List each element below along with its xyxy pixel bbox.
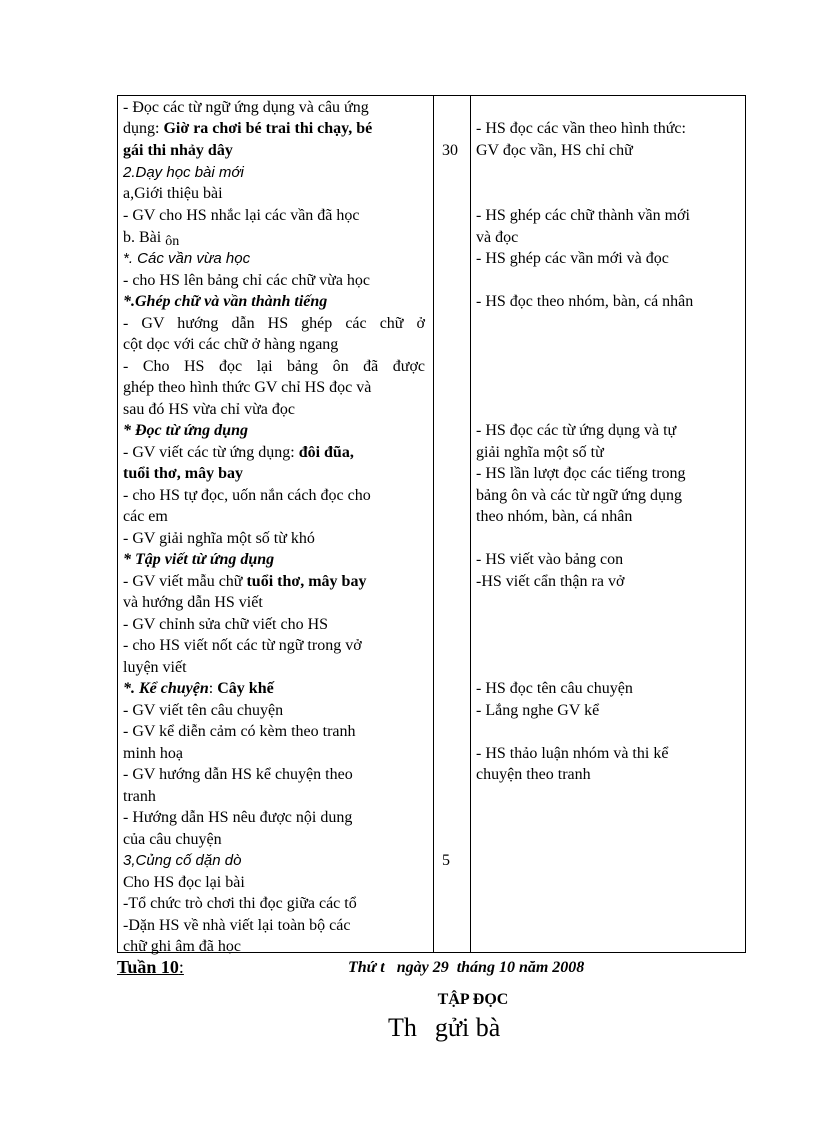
- teacher-line: a,Giới thiệu bài: [123, 185, 223, 202]
- teacher-line: - GV giải nghĩa một số từ khó: [123, 530, 315, 547]
- teacher-line: và hướng dẫn HS viết: [123, 594, 263, 611]
- student-line: giải nghĩa một số từ: [476, 444, 604, 461]
- teacher-line: - cho HS viết nốt các từ ngữ trong vở: [123, 637, 362, 654]
- teacher-line: các em: [123, 508, 168, 525]
- teacher-line: - GV chỉnh sửa chữ viết cho HS: [123, 616, 329, 633]
- student-line: GV đọc vần, HS chỉ chữ: [476, 142, 633, 159]
- teacher-line: -Dặn HS về nhà viết lại toàn bộ các: [123, 917, 351, 934]
- section-heading: *. Kể chuyện: Cây khế: [123, 680, 274, 697]
- column-divider-2: [470, 96, 471, 952]
- teacher-line: - cho HS tự đọc, uốn nắn cách đọc cho: [123, 487, 371, 504]
- section-heading: *. Các vần vừa học: [123, 250, 251, 267]
- teacher-line: Cho HS đọc lại bài: [123, 874, 245, 891]
- teacher-line: b. Bài ôn: [123, 229, 180, 249]
- week-heading: Tuần 10:: [117, 957, 184, 977]
- student-line: - HS đọc tên câu chuyện: [476, 680, 633, 697]
- teacher-line: gái thi nhảy dây: [123, 142, 233, 159]
- column-divider-1: [433, 96, 434, 952]
- teacher-line: - GV kể diễn cảm có kèm theo tranh: [123, 723, 356, 740]
- student-line: và đọc: [476, 229, 519, 246]
- teacher-line: chữ ghi âm đã học: [123, 938, 241, 955]
- teacher-line: của câu chuyện: [123, 831, 222, 848]
- student-line: - HS ghép các chữ thành vần mới: [476, 207, 690, 224]
- teacher-line: sau đó HS vừa chỉ vừa đọc: [123, 401, 295, 418]
- teacher-line: minh hoạ: [123, 745, 183, 762]
- student-line: - HS đọc theo nhóm, bàn, cá nhân: [476, 293, 694, 310]
- student-line: - HS ghép các vần mới và đọc: [476, 250, 669, 267]
- student-line: theo nhóm, bàn, cá nhân: [476, 508, 633, 525]
- section-heading: * Đọc từ ứng dụng: [123, 422, 248, 439]
- teacher-line: luyện viết: [123, 659, 187, 676]
- teacher-line: - GV hướng dẫn HS kể chuyện theo: [123, 766, 353, 783]
- student-line: chuyện theo tranh: [476, 766, 591, 783]
- section-heading: 3,Củng cố dặn dò: [123, 852, 242, 869]
- student-line: - HS đọc các từ ứng dụng và tự: [476, 422, 677, 439]
- section-heading: 2.Dạy học bài mới: [123, 164, 244, 181]
- teacher-line: - GV viết mẫu chữ tuổi thơ, mây bay: [123, 573, 367, 590]
- time-value: 5: [442, 852, 450, 869]
- student-line: - HS lần lượt đọc các tiếng trong: [476, 465, 686, 482]
- teacher-line: - GV cho HS nhắc lại các vần đã học: [123, 207, 360, 224]
- section-heading: *.Ghép chữ và vần thành tiếng: [123, 293, 328, 310]
- teacher-line: dụng: Giờ ra chơi bé trai thi chạy, bé: [123, 120, 373, 137]
- subject-title: TẬP ĐỌC: [437, 991, 509, 1008]
- teacher-line: cột dọc với các chữ ở hàng ngang: [123, 336, 339, 353]
- teacher-line: - Hướng dẫn HS nêu được nội dung: [123, 809, 353, 826]
- lesson-title: Th gửi bà: [388, 1013, 501, 1042]
- student-line: - HS đọc các vần theo hình thức:: [476, 120, 686, 137]
- time-value: 30: [442, 142, 458, 159]
- student-line: - HS thảo luận nhóm và thi kể: [476, 745, 669, 762]
- teacher-line: - GV hướng dẫn HS ghép các chữ ở: [123, 315, 425, 332]
- teacher-line: - GV viết tên câu chuyện: [123, 702, 284, 719]
- teacher-line: - cho HS lên bảng chỉ các chữ vừa học: [123, 272, 371, 289]
- student-line: - Lắng nghe GV kể: [476, 702, 600, 719]
- teacher-line: - GV viết các từ ứng dụng: đôi đũa,: [123, 444, 354, 461]
- teacher-line: - Đọc các từ ngữ ứng dụng và câu ứng: [123, 99, 369, 116]
- teacher-line: - Cho HS đọc lại bảng ôn đã được: [123, 358, 425, 375]
- section-heading: * Tập viết từ ứng dụng: [123, 551, 275, 568]
- teacher-line: tranh: [123, 788, 156, 805]
- teacher-line: tuổi thơ, mây bay: [123, 465, 243, 482]
- lesson-date: Thứ t ngày 29 tháng 10 năm 2008: [348, 959, 585, 976]
- student-line: bảng ôn và các từ ngữ ứng dụng: [476, 487, 682, 504]
- student-line: -HS viết cẩn thận ra vở: [476, 573, 625, 590]
- student-line: - HS viết vào bảng con: [476, 551, 624, 568]
- teacher-line: ghép theo hình thức GV chỉ HS đọc và: [123, 379, 372, 396]
- teacher-line: -Tổ chức trò chơi thi đọc giữa các tổ: [123, 895, 357, 912]
- lesson-plan-table: [117, 95, 746, 953]
